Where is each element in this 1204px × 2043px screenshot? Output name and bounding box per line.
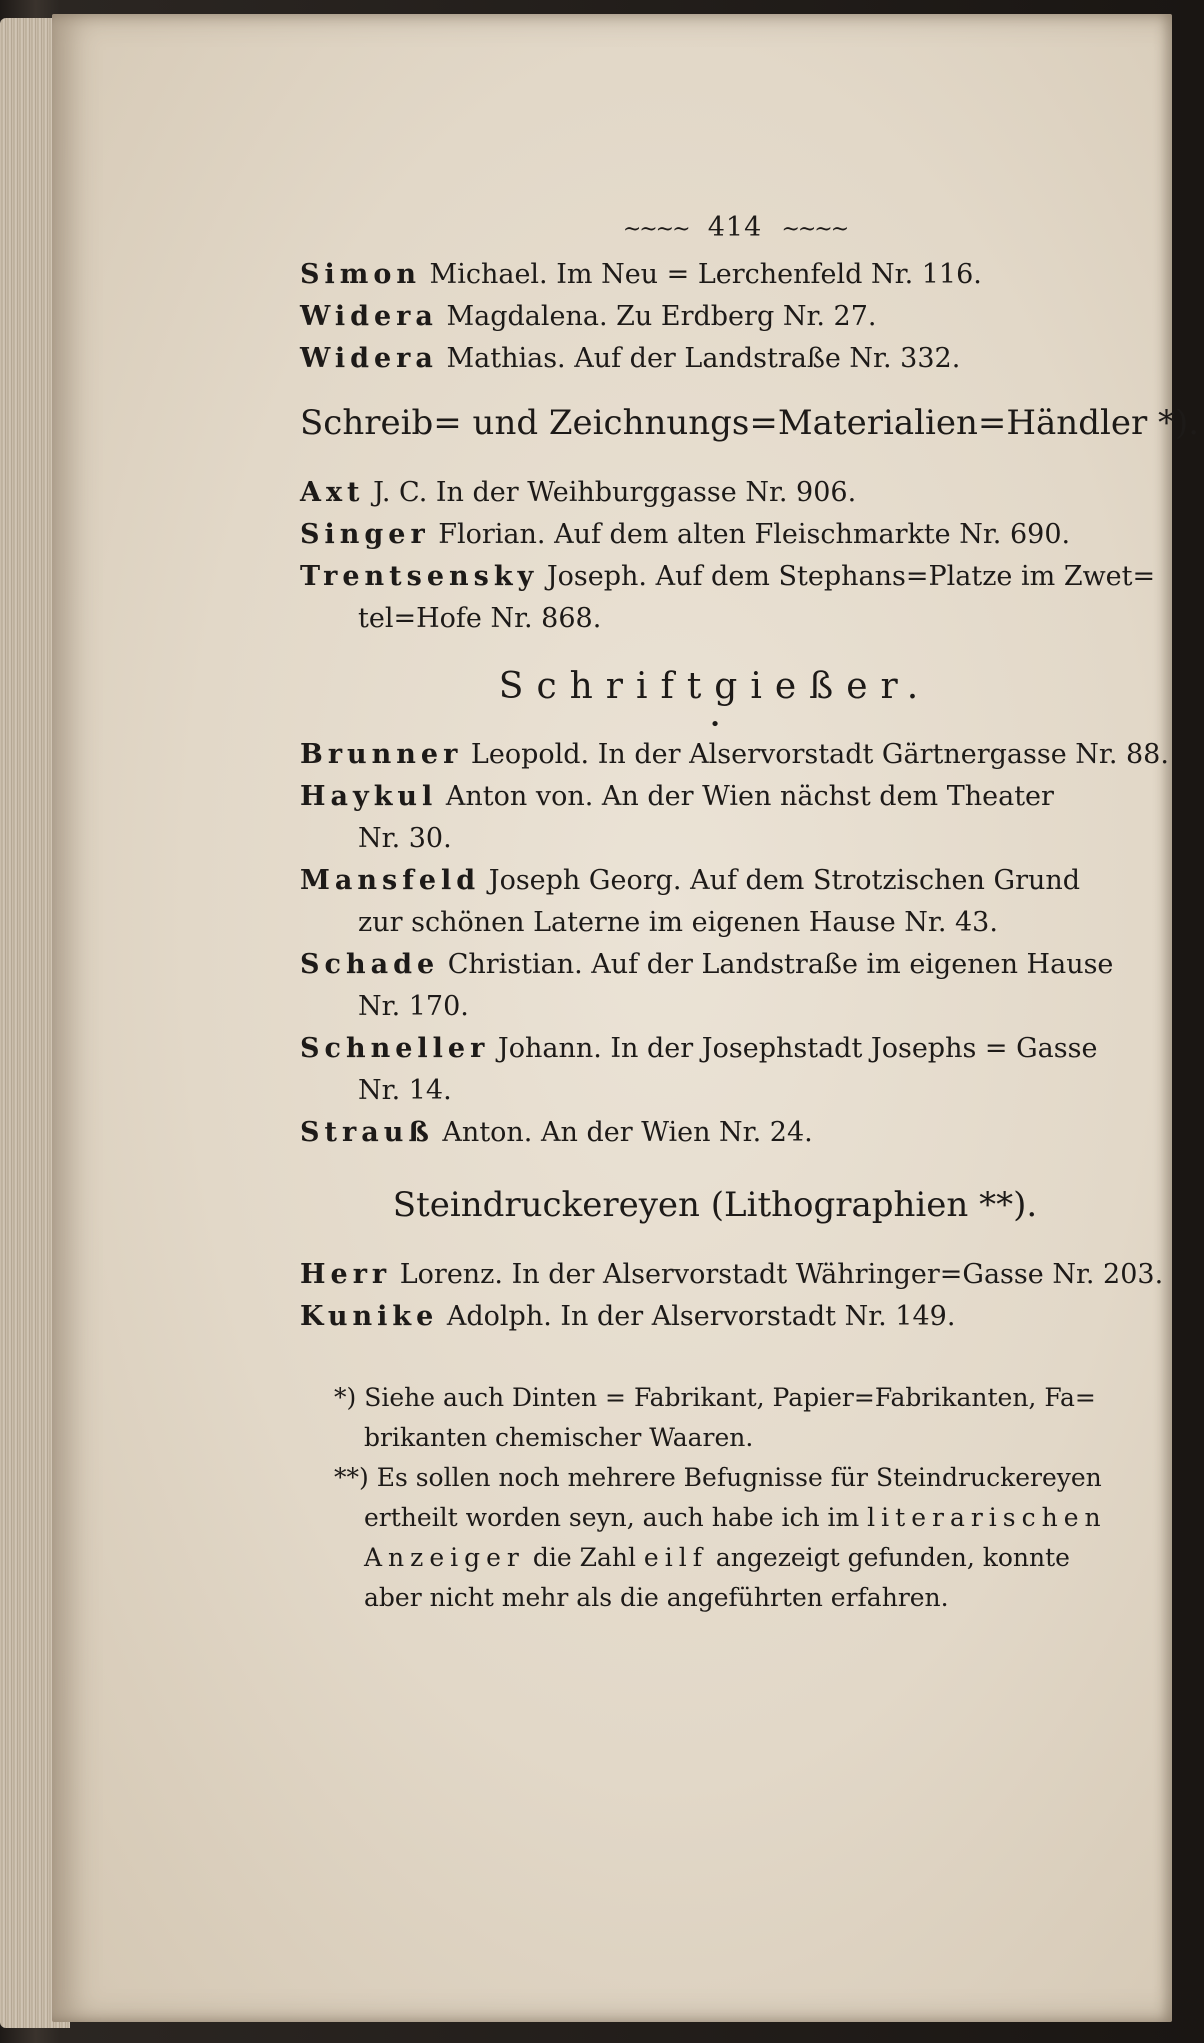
list-item [300, 860, 1130, 902]
entry-name: Schade [300, 949, 440, 980]
section-title-lithography: Steindruckereyen (Lithographien **). [392, 1185, 1038, 1225]
footnote-line [334, 1498, 1130, 1538]
entry-text: Christian. Auf der Landstraße im eigenen Hause [439, 949, 1114, 980]
section-materials [300, 472, 1156, 640]
list-item [300, 254, 1130, 296]
entry-name: Widera [300, 301, 438, 332]
ornament-right: ~~~~ [781, 217, 848, 242]
ornament-left: ~~~~ [622, 217, 689, 242]
page-header [340, 212, 1130, 254]
entry-text: tel=Hofe Nr. 868. [358, 603, 602, 634]
list-item-continuation [300, 902, 1130, 944]
entry-name: Strauß [300, 1117, 434, 1148]
list-item [300, 296, 1130, 338]
list-item [300, 944, 1130, 986]
list-item-continuation [300, 598, 1130, 640]
footnote-text: die Zahl [532, 1543, 636, 1572]
entry-text: Anton. An der Wien Nr. 24. [433, 1117, 813, 1148]
footnote-line [334, 1538, 1130, 1578]
footnote-2 [334, 1458, 1130, 1618]
footnote-line: *) Siehe auch Dinten = Fabrikant, Papier=Fabrikanten, Fa= [334, 1383, 1096, 1412]
footnote-line: aber nicht mehr als die angeführten erfahren. [364, 1583, 949, 1612]
list-item [300, 514, 1130, 556]
list-item [300, 1112, 1130, 1154]
list-item [300, 338, 1130, 380]
section-typefounders [300, 734, 1169, 1154]
footnote-line: **) Es sollen noch mehrere Befugnisse für Steindruckereyen [334, 1463, 1102, 1492]
entry-name: Simon [300, 259, 421, 290]
entry-text: Adolph. In der Alservorstadt Nr. 149. [438, 1301, 956, 1332]
entry-text: Magdalena. Zu Erdberg Nr. 27. [437, 301, 877, 332]
list-item-continuation [300, 1070, 1130, 1112]
entry-text: Michael. Im Neu = Lerchenfeld Nr. 116. [420, 259, 982, 290]
footnote-line: brikanten chemischer Waaren. [364, 1423, 754, 1452]
entry-name: Widera [300, 343, 438, 374]
list-item [300, 734, 1169, 776]
list-item [300, 472, 1130, 514]
section-lithography [300, 1254, 1164, 1338]
entry-text: Lorenz. In der Alservorstadt Währinger=Gasse Nr. 203. [391, 1259, 1164, 1290]
entry-text: Joseph Georg. Auf dem Strotzischen Grund [480, 865, 1081, 896]
entry-name: Schneller [300, 1033, 490, 1064]
entry-name: Axt [300, 477, 365, 508]
entry-name: Mansfeld [300, 865, 481, 896]
entries-top [300, 254, 1130, 380]
entry-text: Johann. In der Josephstadt Josephs = Gasse [489, 1033, 1098, 1064]
list-item-continuation [300, 986, 1130, 1028]
section-title-typefounders: Schriftgießer. [498, 666, 932, 707]
entry-name: Brunner [300, 739, 463, 770]
page-number: 414 [707, 212, 763, 243]
list-item [300, 1028, 1130, 1070]
entry-name: Kunike [300, 1301, 439, 1332]
list-item [300, 556, 1156, 598]
entry-name: Singer [300, 519, 430, 550]
list-item-continuation [300, 818, 1130, 860]
entry-text: J. C. In der Weihburggasse Nr. 906. [364, 477, 857, 508]
list-item [300, 776, 1130, 818]
entry-text: Anton von. An der Wien nächst dem Theater [437, 781, 1054, 812]
entry-text: Joseph. Auf dem Stephans=Platze im Zwet= [538, 561, 1156, 592]
entry-text: Leopold. In der Alservorstadt Gärtnergasse Nr. 88. [462, 739, 1169, 770]
entry-text: zur schönen Laterne im eigenen Hause Nr. 43. [358, 907, 998, 938]
list-item [300, 1254, 1164, 1296]
entry-name: Herr [300, 1259, 392, 1290]
entry-text: Florian. Auf dem alten Fleischmarkte Nr. 690. [429, 519, 1071, 550]
page-text: ~~~~ 414 ~~~~ Simon Michael. Im Neu = Lerchenfeld Nr. 116. Widera Magdalena. Zu Erdberg Nr. 27. Widera Mathias. Auf der Landstraße Nr. 332. Schreib= und Zeichnungs=Materialien=Händler *). Axt J. C. In der Weihburggasse Nr. 906. Singer Florian. Auf dem alten Fleischmarkte Nr. 690. Trentsensky Joseph. Auf dem Stephans=Platze im Zwet= tel=Hofe Nr. 868. Schriftgießer. • Brunner Leopold. In der Alservorstadt Gärtnergasse Nr. 88. Haykul Anton von. An der Wien nächst dem Theater Nr. 30. Mansfeld Joseph Georg. Auf dem Strotzischen Grund zur schönen Laterne im eigenen Hause Nr. 43. Schade Christian. Auf der Landstraße im eigenen Hause Nr. 170. Schneller Johann. In der Josephstadt Josephs = Gasse Nr. 14. Strauß Anton. An der Wien Nr. 24. Steindruckereyen (Lithographien **). Herr Lorenz. In der Alservorstadt Währinger=Gasse Nr. 203. Kunike Adolph. In der Alservorstadt Nr. 149. *) Siehe auch Dinten = Fabrikant, Papier=Fabrikanten, Fa= brikanten chemischer Waaren. **) Es sollen noch mehrere Befugnisse für Steindruckereyen ertheilt worden seyn, auch habe ich im literarischen Anzeiger die Zahl eilf angezeigt gefunden, konnte aber nicht mehr als die angeführten erfahren. [300, 212, 1130, 1618]
footnote-text: ertheilt worden seyn, auch habe ich im [364, 1503, 860, 1532]
entry-text: Mathias. Auf der Landstraße Nr. 332. [437, 343, 961, 374]
list-item [300, 1296, 1130, 1338]
footnote-text: angezeigt gefunden, konnte [715, 1543, 1070, 1572]
entry-name: Haykul [300, 781, 438, 812]
footnote-emphasis: Anzeiger [364, 1543, 525, 1572]
footnote-emphasis: eilf [643, 1543, 708, 1572]
footnote-1 [334, 1378, 1130, 1458]
entry-name: Trentsensky [300, 561, 539, 592]
section-title-materials: Schreib= und Zeichnungs=Materialien=Händler *). [300, 403, 1200, 443]
footnote-emphasis: literarischen [867, 1503, 1107, 1532]
entry-text: Nr. 30. [358, 823, 452, 854]
entry-text: Nr. 14. [358, 1075, 452, 1106]
footnotes [334, 1378, 1130, 1618]
entry-text: Nr. 170. [358, 991, 469, 1022]
